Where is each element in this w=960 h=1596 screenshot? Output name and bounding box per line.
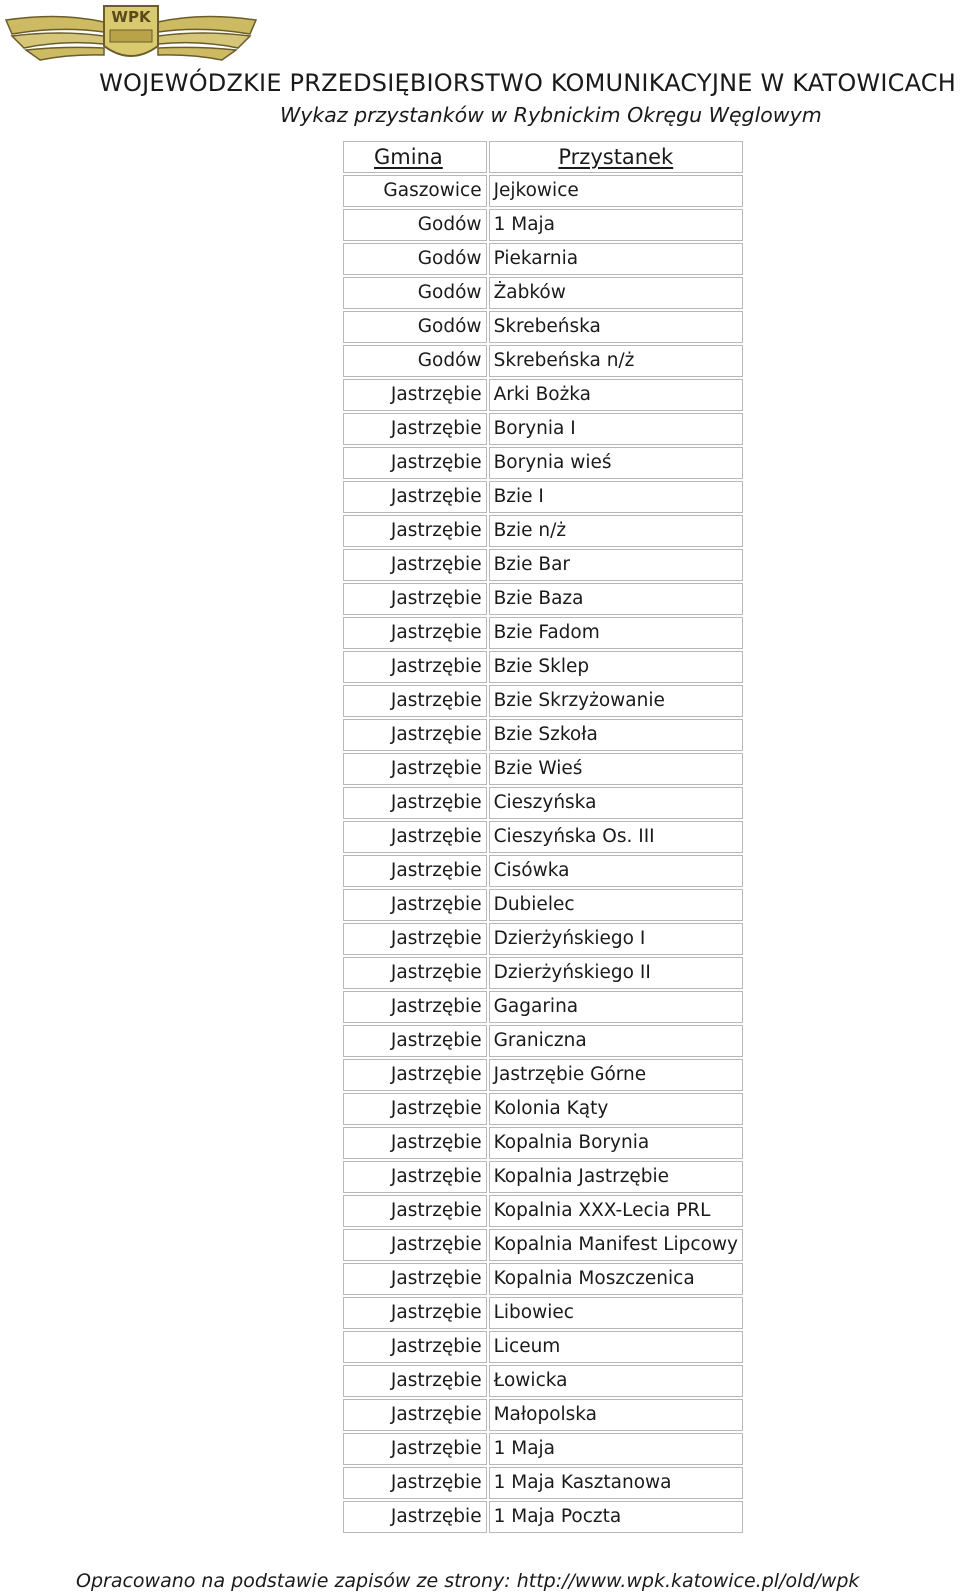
stop-cell: Bzie Bar — [489, 549, 743, 581]
stop-cell: 1 Maja — [489, 209, 743, 241]
table-row — [343, 1059, 743, 1091]
table-row — [343, 1433, 743, 1465]
gmina-cell: Jastrzębie — [343, 787, 487, 819]
gmina-cell: Jastrzębie — [343, 1331, 487, 1363]
stop-cell: Jejkowice — [489, 175, 743, 207]
table-row — [343, 549, 743, 581]
table-row — [343, 685, 743, 717]
table-row — [343, 1399, 743, 1431]
table-row — [343, 855, 743, 887]
stop-cell: Graniczna — [489, 1025, 743, 1057]
gmina-cell: Jastrzębie — [343, 1365, 487, 1397]
column-header-stop: Przystanek — [489, 141, 743, 173]
stop-cell: Piekarnia — [489, 243, 743, 275]
table-row — [343, 957, 743, 989]
gmina-cell: Jastrzębie — [343, 379, 487, 411]
table-row — [343, 413, 743, 445]
stop-cell: Bzie Fadom — [489, 617, 743, 649]
table-row — [343, 1331, 743, 1363]
table-row — [343, 651, 743, 683]
gmina-cell: Jastrzębie — [343, 957, 487, 989]
stop-cell: Skrebeńska — [489, 311, 743, 343]
gmina-cell: Godów — [343, 345, 487, 377]
gmina-cell: Godów — [343, 209, 487, 241]
stop-cell: 1 Maja — [489, 1433, 743, 1465]
stop-cell: Bzie n/ż — [489, 515, 743, 547]
gmina-cell: Jastrzębie — [343, 1161, 487, 1193]
gmina-cell: Jastrzębie — [343, 481, 487, 513]
table-row — [343, 1501, 743, 1533]
table-row — [343, 447, 743, 479]
page-title: WOJEWÓDZKIE PRZEDSIĘBIORSTWO KOMUNIKACYJNE W KATOWICACH — [99, 69, 956, 97]
table-row — [343, 1229, 743, 1261]
table-row — [343, 345, 743, 377]
table-row — [343, 1093, 743, 1125]
gmina-cell: Jastrzębie — [343, 1263, 487, 1295]
table-row — [343, 1127, 743, 1159]
gmina-cell: Jastrzębie — [343, 651, 487, 683]
table-row — [343, 209, 743, 241]
table-row — [343, 787, 743, 819]
table-row — [343, 311, 743, 343]
stop-cell: Kopalnia Jastrzębie — [489, 1161, 743, 1193]
logo-text: WPK — [111, 8, 151, 26]
table-row — [343, 889, 743, 921]
stop-cell: Skrebeńska n/ż — [489, 345, 743, 377]
table-row — [343, 175, 743, 207]
stop-cell: 1 Maja Poczta — [489, 1501, 743, 1533]
gmina-cell: Jastrzębie — [343, 923, 487, 955]
stop-cell: Bzie Skrzyżowanie — [489, 685, 743, 717]
stop-cell: Bzie Wieś — [489, 753, 743, 785]
table-row — [343, 719, 743, 751]
stop-cell: Dzierżyńskiego I — [489, 923, 743, 955]
stop-cell: Arki Bożka — [489, 379, 743, 411]
gmina-cell: Jastrzębie — [343, 1467, 487, 1499]
stop-cell: Liceum — [489, 1331, 743, 1363]
gmina-cell: Jastrzębie — [343, 1127, 487, 1159]
gmina-cell: Jastrzębie — [343, 1501, 487, 1533]
gmina-cell: Jastrzębie — [343, 447, 487, 479]
gmina-cell: Godów — [343, 311, 487, 343]
source-footer: Opracowano na podstawie zapisów ze strony: http://www.wpk.katowice.pl/old/wpk — [76, 1570, 860, 1592]
gmina-cell: Jastrzębie — [343, 821, 487, 853]
stop-cell: Małopolska — [489, 1399, 743, 1431]
stop-cell: Żabków — [489, 277, 743, 309]
gmina-cell: Jastrzębie — [343, 685, 487, 717]
table-row — [343, 277, 743, 309]
stop-cell: Cisówka — [489, 855, 743, 887]
stops-table — [341, 139, 745, 1535]
gmina-cell: Jastrzębie — [343, 413, 487, 445]
stop-cell: Dubielec — [489, 889, 743, 921]
gmina-cell: Jastrzębie — [343, 549, 487, 581]
stop-cell: Bzie Baza — [489, 583, 743, 615]
gmina-cell: Gaszowice — [343, 175, 487, 207]
gmina-cell: Jastrzębie — [343, 991, 487, 1023]
table-header-row — [343, 141, 743, 173]
stop-cell: Gagarina — [489, 991, 743, 1023]
gmina-cell: Jastrzębie — [343, 1433, 487, 1465]
stop-cell: Kolonia Kąty — [489, 1093, 743, 1125]
wpk-logo — [0, 0, 262, 66]
stop-cell: Kopalnia XXX-Lecia PRL — [489, 1195, 743, 1227]
table-row — [343, 1467, 743, 1499]
table-row — [343, 379, 743, 411]
stop-cell: Łowicka — [489, 1365, 743, 1397]
stop-cell: Bzie I — [489, 481, 743, 513]
stop-cell: Jastrzębie Górne — [489, 1059, 743, 1091]
gmina-cell: Jastrzębie — [343, 617, 487, 649]
stop-cell: Bzie Szkoła — [489, 719, 743, 751]
gmina-cell: Jastrzębie — [343, 1093, 487, 1125]
column-header-gmina: Gmina — [343, 141, 487, 173]
stop-cell: Borynia wieś — [489, 447, 743, 479]
gmina-cell: Jastrzębie — [343, 515, 487, 547]
table-row — [343, 1025, 743, 1057]
table-row — [343, 753, 743, 785]
table-row — [343, 515, 743, 547]
table-row — [343, 1161, 743, 1193]
table-row — [343, 1263, 743, 1295]
table-row — [343, 617, 743, 649]
gmina-cell: Godów — [343, 243, 487, 275]
gmina-cell: Godów — [343, 277, 487, 309]
stop-cell: 1 Maja Kasztanowa — [489, 1467, 743, 1499]
table-row — [343, 1297, 743, 1329]
stop-cell: Dzierżyńskiego II — [489, 957, 743, 989]
gmina-cell: Jastrzębie — [343, 1025, 487, 1057]
table-row — [343, 821, 743, 853]
gmina-cell: Jastrzębie — [343, 1229, 487, 1261]
table-row — [343, 923, 743, 955]
stop-cell: Borynia I — [489, 413, 743, 445]
stop-cell: Kopalnia Borynia — [489, 1127, 743, 1159]
gmina-cell: Jastrzębie — [343, 1195, 487, 1227]
table-row — [343, 583, 743, 615]
table-row — [343, 243, 743, 275]
stop-cell: Cieszyńska Os. III — [489, 821, 743, 853]
table-row — [343, 1195, 743, 1227]
stop-cell: Cieszyńska — [489, 787, 743, 819]
stop-cell: Bzie Sklep — [489, 651, 743, 683]
table-row — [343, 991, 743, 1023]
gmina-cell: Jastrzębie — [343, 1297, 487, 1329]
gmina-cell: Jastrzębie — [343, 1399, 487, 1431]
gmina-cell: Jastrzębie — [343, 753, 487, 785]
page-subtitle: Wykaz przystanków w Rybnickim Okręgu Węglowym — [280, 103, 822, 127]
table-row — [343, 481, 743, 513]
gmina-cell: Jastrzębie — [343, 1059, 487, 1091]
table-row — [343, 1365, 743, 1397]
stop-cell: Libowiec — [489, 1297, 743, 1329]
gmina-cell: Jastrzębie — [343, 889, 487, 921]
gmina-cell: Jastrzębie — [343, 719, 487, 751]
stop-cell: Kopalnia Manifest Lipcowy — [489, 1229, 743, 1261]
gmina-cell: Jastrzębie — [343, 583, 487, 615]
stop-cell: Kopalnia Moszczenica — [489, 1263, 743, 1295]
gmina-cell: Jastrzębie — [343, 855, 487, 887]
